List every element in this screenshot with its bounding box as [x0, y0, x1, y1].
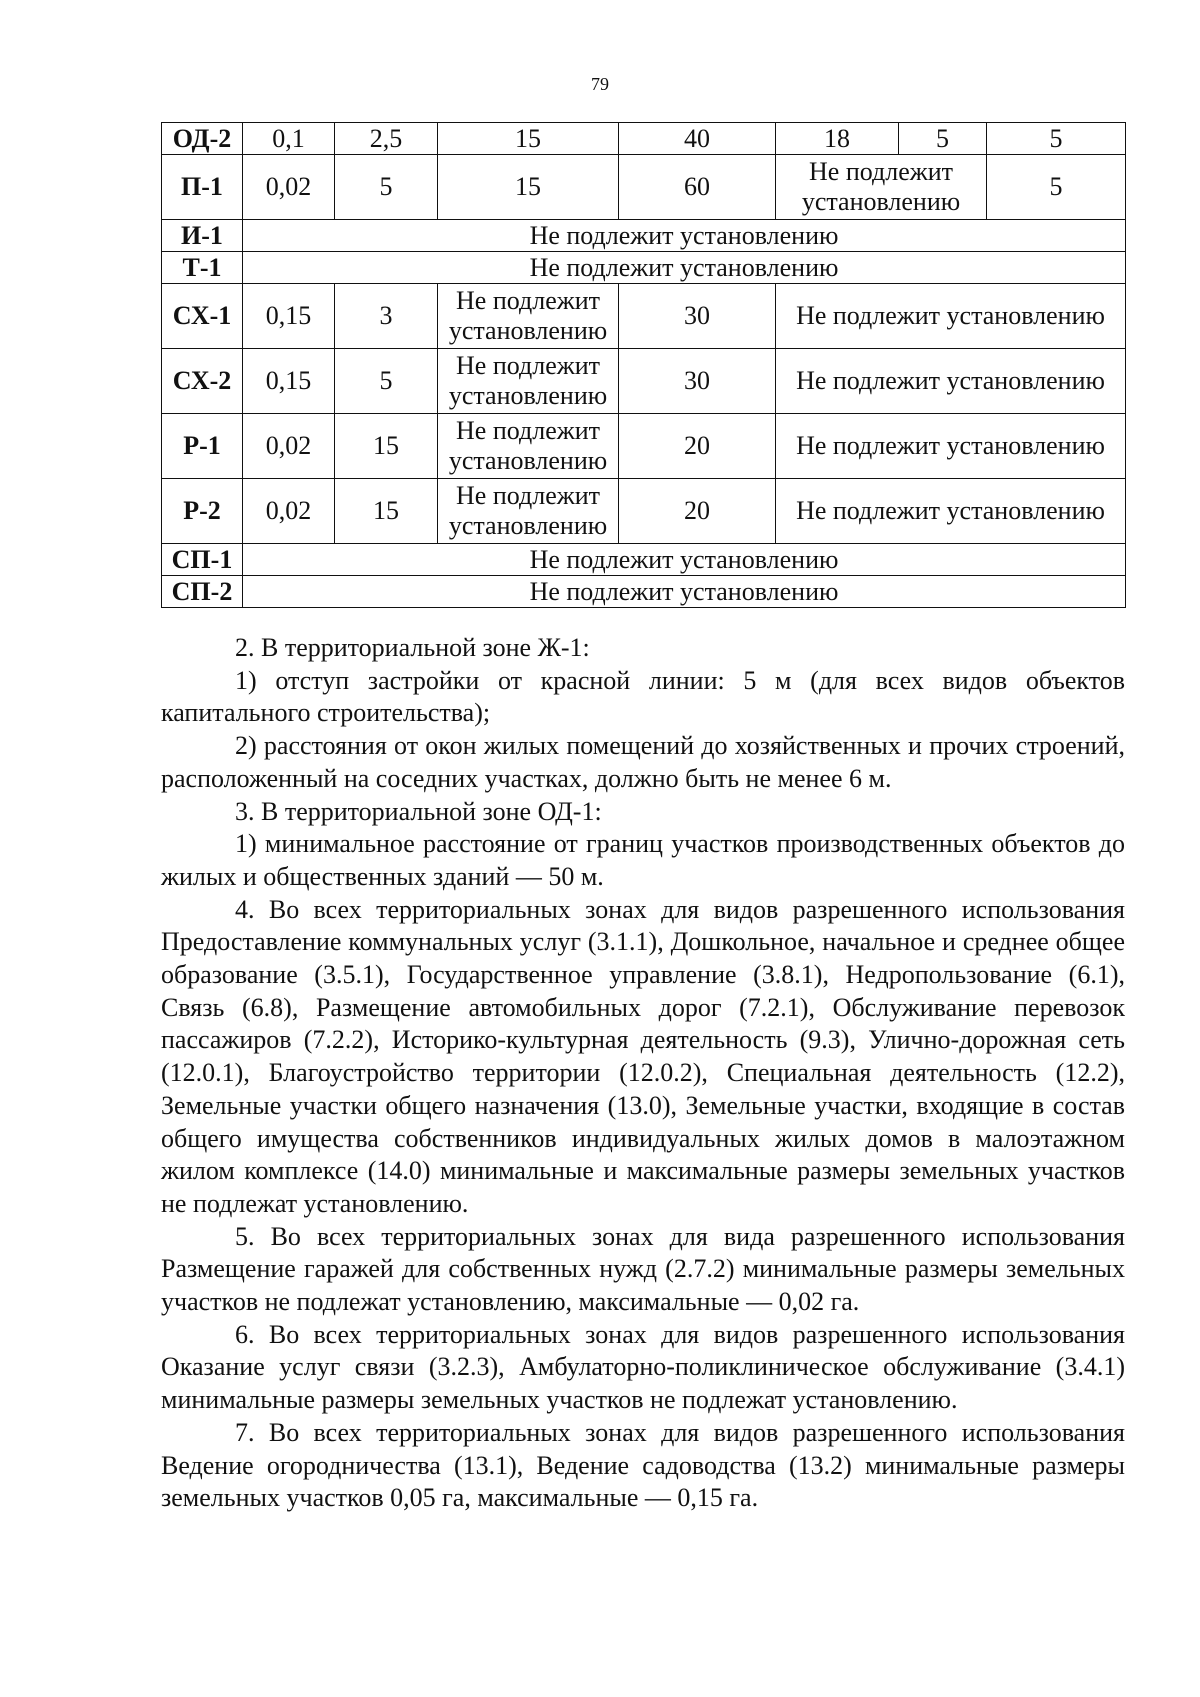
table-cell: 0,02 — [243, 414, 335, 479]
table-cell: 0,1 — [243, 123, 335, 155]
table-cell: Не подлежит установлению — [438, 479, 619, 544]
table-row — [162, 349, 1126, 414]
table-cell: 15 — [335, 414, 438, 479]
table-cell: 30 — [619, 284, 776, 349]
table-cell: Не подлежит установлению — [776, 349, 1126, 414]
table-cell: 0,15 — [243, 284, 335, 349]
zone-code: Т-1 — [162, 252, 243, 284]
zone-code: СП-2 — [162, 576, 243, 608]
table-row — [162, 479, 1126, 544]
table-row — [162, 414, 1126, 479]
table-row — [162, 544, 1126, 576]
zone-code: И-1 — [162, 220, 243, 252]
merged-cell: Не подлежит установлению — [243, 220, 1126, 252]
table-cell: 5 — [987, 155, 1126, 220]
table-row — [162, 284, 1126, 349]
paragraph: 6. Во всех территориальных зонах для видов разрешенного использования Оказание услуг связи (3.2.3), Амбулаторно-поликлиническое обслуживание (3.4.1) минимальные размеры земельных участков не подлежат установлению. — [161, 1319, 1125, 1415]
paragraph: 3. В территориальной зоне ОД-1: — [235, 796, 602, 826]
table-cell: 5 — [335, 349, 438, 414]
table-cell: Не подлежит установлению — [776, 479, 1126, 544]
merged-cell: Не подлежит установлению — [243, 544, 1126, 576]
paragraph: 2) расстояния от окон жилых помещений до хозяйственных и прочих строений, расположенный на соседних участках, должно быть не менее 6 м. — [161, 731, 1125, 793]
zone-code: СХ-2 — [162, 349, 243, 414]
table-row — [162, 123, 1126, 155]
table-cell: 30 — [619, 349, 776, 414]
paragraph: 5. Во всех территориальных зонах для вида разрешенного использования Размещение гаражей для собственных нужд (2.7.2) минимальные размеры земельных участков не подлежат установлению, максимальные — 0,02 га. — [161, 1221, 1125, 1317]
table-row — [162, 155, 1126, 220]
merged-cell: Не подлежит установлению — [243, 576, 1126, 608]
table-cell: 15 — [438, 123, 619, 155]
table-cell: 40 — [619, 123, 776, 155]
zone-code: ОД-2 — [162, 123, 243, 155]
table-cell: 5 — [335, 155, 438, 220]
table-cell: 0,15 — [243, 349, 335, 414]
body-text — [161, 632, 1125, 1515]
zone-parameters-table — [161, 122, 1126, 608]
zone-code: П-1 — [162, 155, 243, 220]
table-cell: Не подлежит установлению — [776, 414, 1126, 479]
zone-code: Р-1 — [162, 414, 243, 479]
table-cell: 20 — [619, 479, 776, 544]
table-row — [162, 576, 1126, 608]
paragraph: 1) отступ застройки от красной линии: 5 м (для всех видов объектов капитального строительства); — [161, 665, 1125, 728]
table-cell: 60 — [619, 155, 776, 220]
page-number: 79 — [591, 74, 609, 94]
table-cell: 0,02 — [243, 155, 335, 220]
zone-code: Р-2 — [162, 479, 243, 544]
table-cell: 18 — [776, 123, 899, 155]
table-cell: 0,02 — [243, 479, 335, 544]
table-cell: 15 — [335, 479, 438, 544]
table-row — [162, 220, 1126, 252]
table-cell: 5 — [899, 123, 987, 155]
paragraph: 2. В территориальной зоне Ж-1: — [235, 633, 590, 662]
table-cell: Не подлежит установлению — [776, 284, 1126, 349]
table-cell: 20 — [619, 414, 776, 479]
table-cell: 2,5 — [335, 123, 438, 155]
table-cell: Не подлежит установлению — [438, 349, 619, 414]
zone-code: СХ-1 — [162, 284, 243, 349]
table-cell: 3 — [335, 284, 438, 349]
table-cell: 15 — [438, 155, 619, 220]
table-cell: Не подлежит установлению — [438, 414, 619, 479]
paragraph: 7. Во всех территориальных зонах для видов разрешенного использования Ведение огородничества (13.1), Ведение садоводства (13.2) минимальные размеры земельных участков 0,05 га, максимальные — 0,15 га. — [161, 1417, 1125, 1513]
table-cell: Не подлежит установлению — [438, 284, 619, 349]
table-cell: 5 — [987, 123, 1126, 155]
paragraph: 4. Во всех территориальных зонах для видов разрешенного использования Предоставление коммунальных услуг (3.1.1), Дошкольное, начальное и среднее общее образование (3.5.1), Государственное управление (3.8.1), Недропользование (6.1), Связь (6.8), Размещение автомобильных дорог (7.2.1), Обслуживание перевозок пассажиров (7.2.2), Историко-культурная деятельность (9.3), Улично-дорожная сеть (12.0.1), Благоустройство территории (12.0.2), Специальная деятельность (12.2), Земельные участки общего назначения (13.0), Земельные участки, входящие в состав общего имущества собственников индивидуальных жилых домов в малоэтажном жилом комплексе (14.0) минимальные и максимальные размеры земельных участков не подлежат установлению. — [161, 894, 1125, 1218]
table-row — [162, 252, 1126, 284]
merged-cell: Не подлежит установлению — [243, 252, 1126, 284]
zone-code: СП-1 — [162, 544, 243, 576]
paragraph: 1) минимальное расстояние от границ участков производственных объектов до жилых и общественных зданий — 50 м. — [161, 829, 1125, 891]
table-cell: Не подлежит установлению — [776, 155, 987, 220]
